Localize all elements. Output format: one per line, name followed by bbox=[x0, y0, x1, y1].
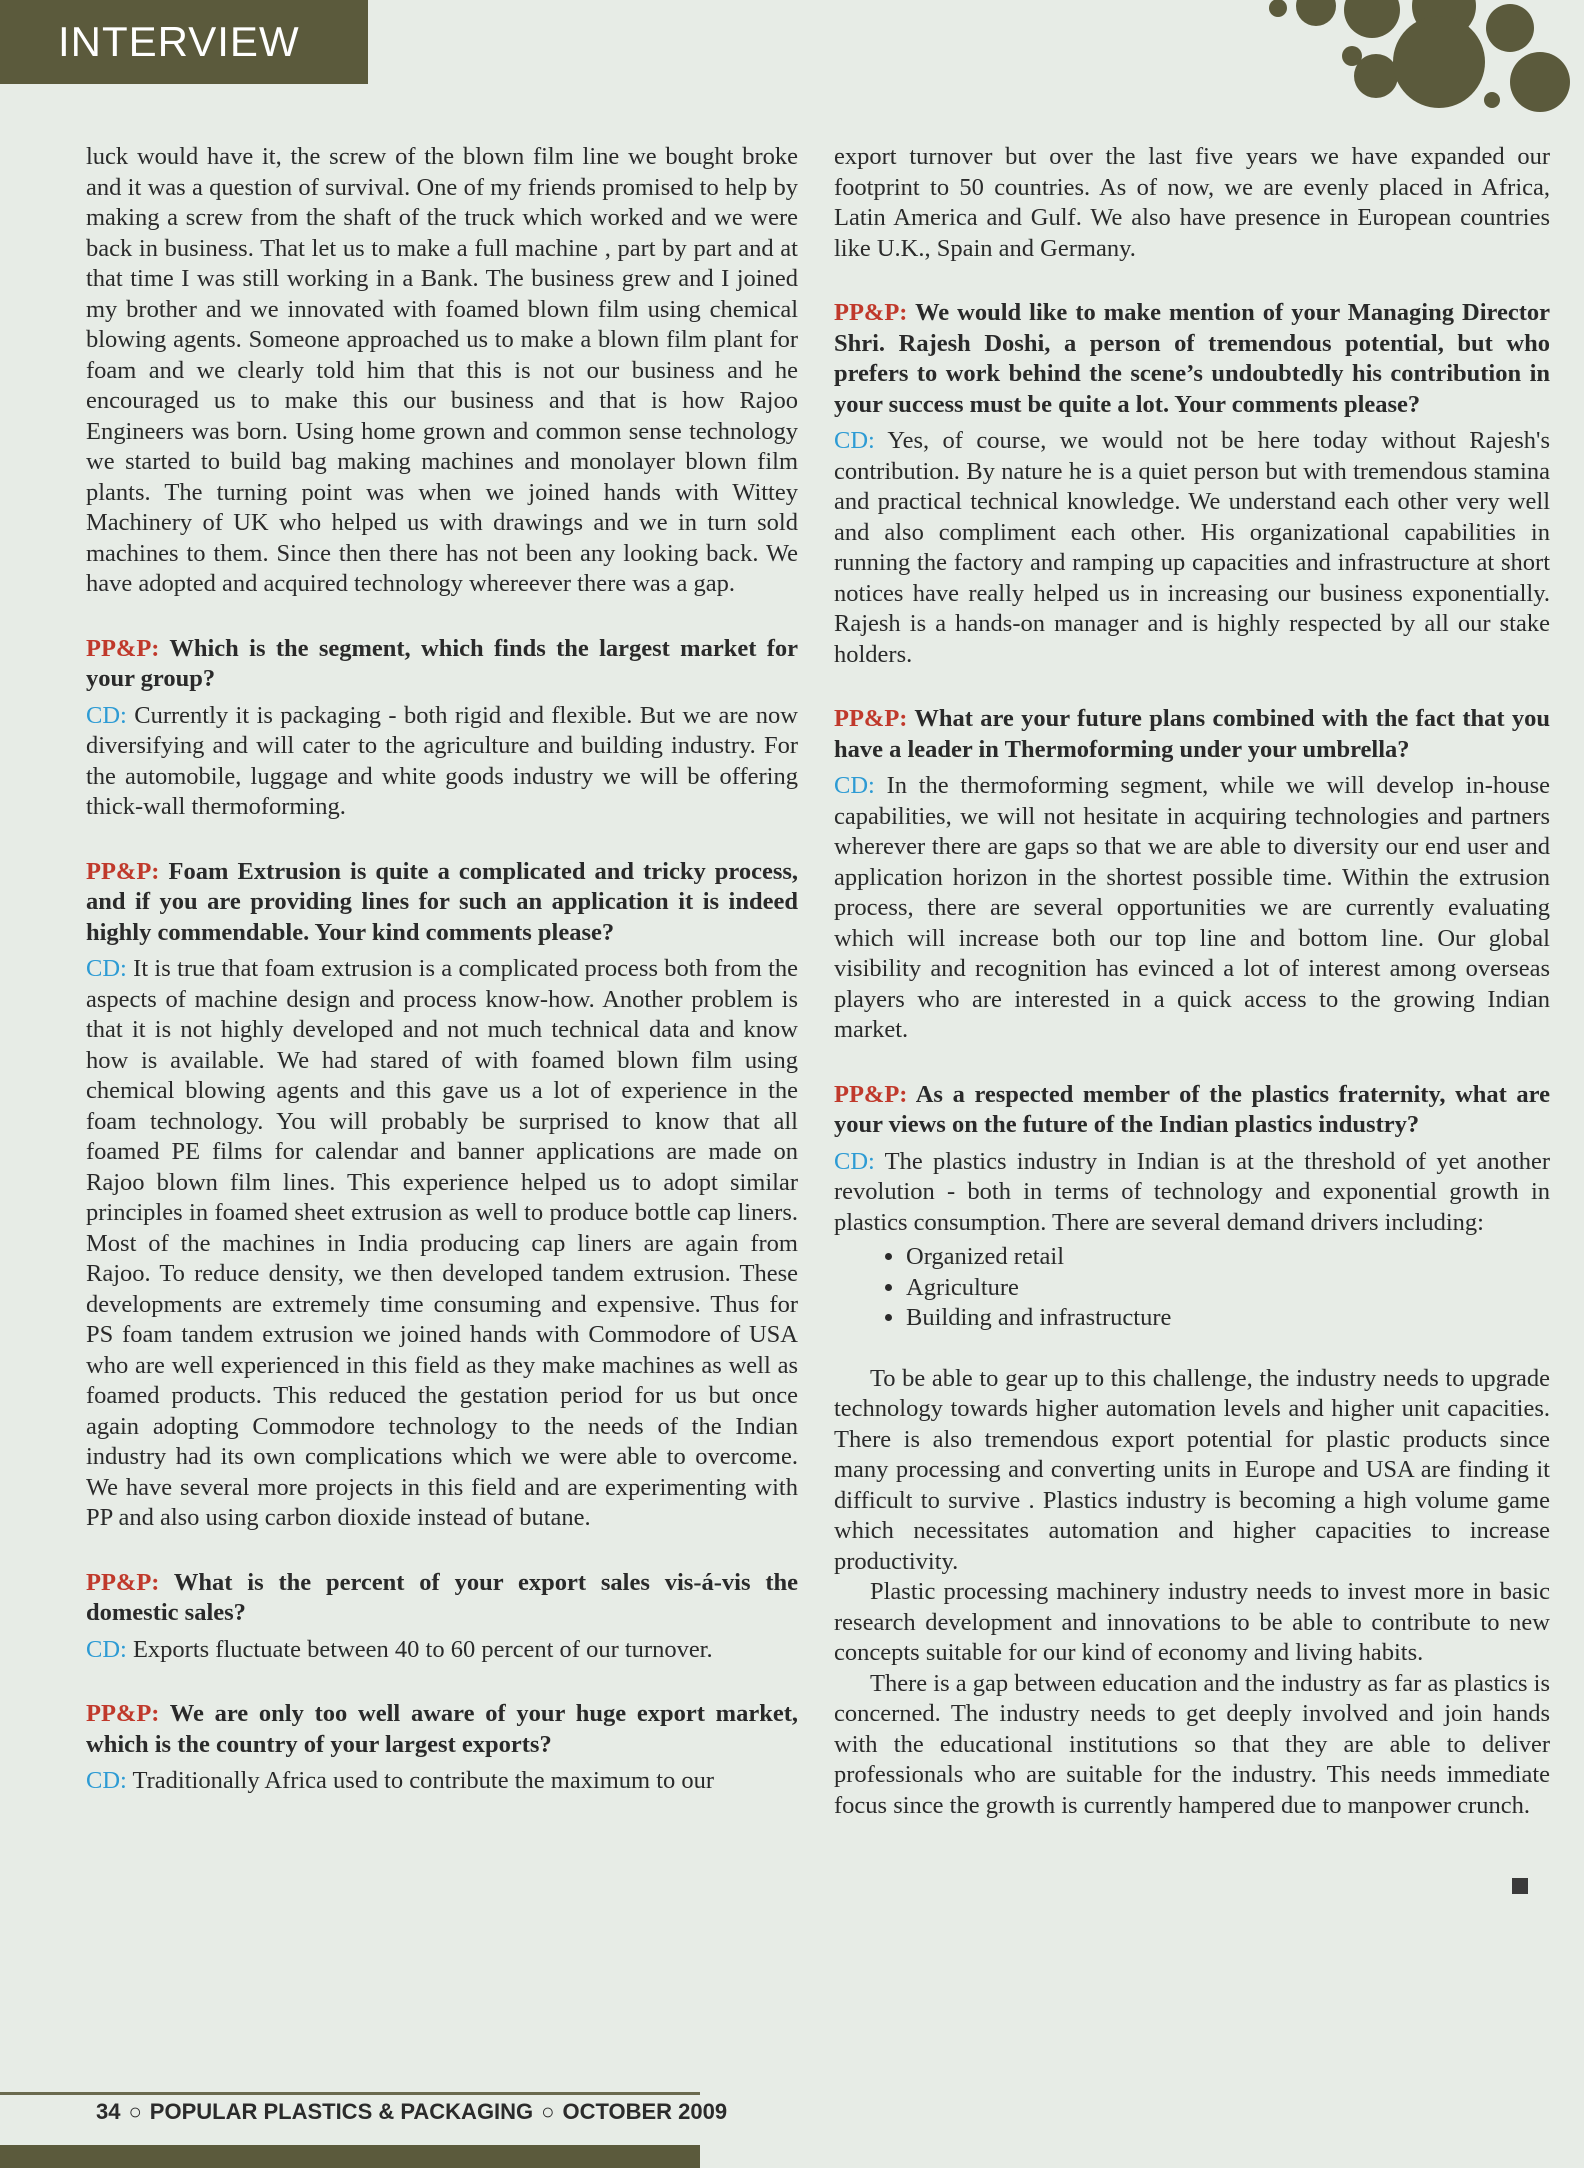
answer-4-continued: export turnover but over the last five years we have expanded our footprint to 50 countries. As of now, we are evenly placed in Africa, Latin America and Gulf. We also have presence in European countries like U.K., Spain and Germany. bbox=[834, 143, 1550, 262]
section-header bbox=[0, 0, 368, 84]
question-6: PP&P: What are your future plans combined with the fact that you have a leader in Thermoforming under your umbrella? bbox=[834, 705, 1550, 763]
demand-drivers-list bbox=[834, 1242, 1550, 1334]
page-footer bbox=[0, 2092, 728, 2168]
question-7: PP&P: As a respected member of the plastics fraternity, what are your views on the future of the Indian plastics industry? bbox=[834, 1080, 1550, 1138]
answer-1: CD: Currently it is packaging - both rigid and flexible. But we are now diversifying and will cater to the agriculture and building industry. For the automobile, luggage and white goods industry we will be offering thick-wall thermoforming. bbox=[86, 701, 798, 820]
question-5: PP&P: We would like to make mention of your Managing Director Shri. Rajesh Doshi, a person of tremendous potential, but who prefers to work behind the scene’s undoubtedly his contribution in your success must be quite a lot. Your comments please? bbox=[834, 299, 1550, 418]
list-item: • Agriculture bbox=[906, 1273, 1550, 1304]
question-1: PP&P: Which is the segment, which finds the largest market for your group? bbox=[86, 634, 798, 692]
answer-7: CD: The plastics industry in Indian is at the threshold of yet another revolution - both in terms of technology and exponential growth in plastics consumption. There are several demand drivers including: bbox=[834, 1147, 1550, 1236]
answer-2: CD: It is true that foam extrusion is a complicated process both from the aspects of machine design and process know-how. Another problem is that it is not highly developed and not much technical data and know how is available. We had stared of with foamed blown film using chemical blowing agents and this gave us a lot of experience in the foam technology. You will probably be surprised to know that all foamed PE films for calendar and banner applications are made on Rajoo blown film lines. This experience helped us to adopt similar principles in foamed sheet extrusion as well to produce bottle cap liners. Most of the machines in India producing cap liners are again from Rajoo. To reduce density, we then developed tandem extrusion. These developments are extremely time consuming and expensive. Thus for PS foam tandem extrusion we joined hands with Commodore of USA who are well experienced in this field as they make machines as well as foamed products. This reduced the gestation period for us but once again adopting Commodore technology to the needs of the Indian industry had its own complications which we were able to overcome. We have several more projects in this field and are experimenting with PP and also using carbon dioxide instead of butane. bbox=[86, 955, 799, 1531]
section-title: INTERVIEW bbox=[58, 18, 300, 65]
question-4: PP&P: We are only too well aware of your huge export market, which is the country of your largest exports? bbox=[86, 1700, 798, 1758]
answer-3: CD: Exports fluctuate between 40 to 60 percent of our turnover. bbox=[86, 1635, 713, 1663]
answer-4: CD: Traditionally Africa used to contribute the maximum to our bbox=[86, 1767, 715, 1794]
footer-text bbox=[96, 2099, 727, 2125]
list-item: • Building and infrastructure bbox=[906, 1303, 1550, 1334]
closing-paragraph-3: There is a gap between education and the industry as far as plastics is concerned. The industry needs to get deeply involved and join hands with the educational institutions so that they are able to deliver professionals who are suitable for the industry. This needs immediate focus since the growth is currently hampered due to manpower crunch. bbox=[834, 1669, 1550, 1819]
answer-6: CD: In the thermoforming segment, while we will develop in-house capabilities, we will not hesitate in acquiring technologies and partners wherever there are gaps so that we are able to diversity our end user and application horizon in the shortest possible time. Within the extrusion process, there are several opportunities we are currently evaluating which will increase both our top line and bottom line. Our global visibility and recognition has evinced a lot of interest among overseas players who are interested in a quick access to the growing Indian market. bbox=[834, 772, 1551, 1043]
separator-icon: ○ bbox=[541, 2099, 555, 2124]
issue-date: OCTOBER 2009 bbox=[562, 2099, 728, 2124]
answer-5: CD: Yes, of course, we would not be here today without Rajesh's contribution. By nature he is a quiet person but with tremendous stamina and practical technical knowledge. We understand each other very well and also compliment each other. His organizational capabilities in running the factory and ramping up capacities and infrastructure at short notices have really helped us in increasing our business exponentially. Rajesh is a hands-on manager and is highly respected by all our stake holders. bbox=[834, 427, 1550, 668]
closing-paragraph-1: To be able to gear up to this challenge, the industry needs to upgrade technology towards higher automation levels and higher unit capacities. There is also tremendous export potential for plastic products since many processing and converting units in Europe and USA are finding it difficult to survive . Plastics industry is becoming a high volume game which necessitates automation and higher capacities to increase productivity. bbox=[834, 1364, 1550, 1575]
closing-paragraph-2: Plastic processing machinery industry needs to invest more in basic research development and innovations to be able to contribute to new concepts suitable for our kind of economy and living habits. bbox=[834, 1578, 1550, 1666]
intro-paragraph: luck would have it, the screw of the blown film line we bought broke and it was a question of survival. One of my friends promised to help by making a screw from the shaft of the truck which worked and we were back in business. That let us to make a full machine , part by part and at that time I was still working in a Bank. The business grew and I joined my brother and we innovated with foamed blown film using chemical blowing agents. Someone approached us to make a blown film plant for foam and we clearly told him that this is not our business and he encouraged us to make this our business and that is how Rajoo Engineers was born. Using home grown and common sense technology we started to build bag making machines and monolayer blown film plants. The turning point was when we joined hands with Wittey Machinery of UK who helped us with drawings and we in turn sold machines to them. Since then there has not been any looking back. We have adopted and acquired technology whereever there was a gap. bbox=[86, 143, 798, 597]
separator-icon: ○ bbox=[128, 2099, 142, 2124]
list-item: • Organized retail bbox=[906, 1242, 1550, 1273]
question-2: PP&P: Foam Extrusion is quite a complicated and tricky process, and if you are providing lines for such an application it is indeed highly commendable. Your kind comments please? bbox=[86, 857, 799, 946]
right-column bbox=[834, 142, 1550, 1821]
end-of-article-mark bbox=[1512, 1878, 1528, 1894]
page-number: 34 bbox=[96, 2099, 121, 2124]
left-column bbox=[86, 142, 798, 1797]
decorative-dots bbox=[1254, 0, 1584, 130]
publication-name: POPULAR PLASTICS & PACKAGING bbox=[149, 2099, 534, 2124]
question-3: PP&P: What is the percent of your export sales vis-á-vis the domestic sales? bbox=[86, 1568, 798, 1626]
